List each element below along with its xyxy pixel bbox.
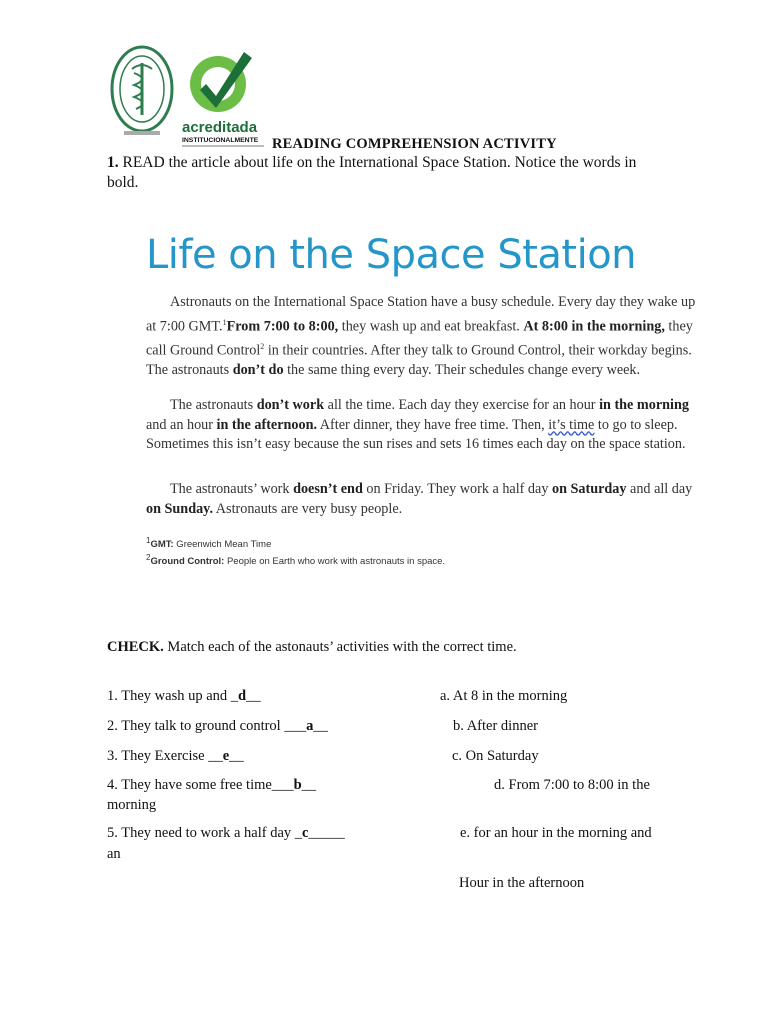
footnote-1: $^1$GMT: Greenwich Mean Time <box>146 536 272 551</box>
answer-c: c. On Saturday <box>452 748 539 764</box>
question-5: 5. They need to work a half day _c_____ <box>107 825 345 841</box>
acreditada-logo <box>182 44 266 150</box>
article-paragraph-3: The astronauts’ work doesn’t end on Friday. They work a half day on Saturday and all day on Sunday. Astronauts are very busy people. <box>146 481 693 517</box>
question-4-continued: morning <box>107 797 157 813</box>
acred-word: acreditada <box>182 119 258 136</box>
acred-sub: INSTITUCIONALMENTE <box>182 137 259 144</box>
question-1: 1. They wash up and _d__ <box>107 688 261 704</box>
answer-b: b. After dinner <box>453 718 538 734</box>
article-paragraph-1: Astronauts on the International Space Station have a busy schedule. Every day they wake up at 7:00 GMT.$^1$From 7:00 to 8:00, they wash up and eat breakfast. At 8:00 in the morning, they call Ground Control$^2$ in their countries. After they talk to Ground Control, their workday begins. The astronauts don’t do the same thing every day. Their schedules change every week. <box>146 294 696 378</box>
instruction <box>107 153 667 193</box>
page-heading: READING COMPREHENSION ACTIVITY <box>272 136 557 152</box>
university-seal-logo <box>110 45 174 137</box>
answer-e: e. for an hour in the morning and <box>460 825 652 841</box>
answer-d: d. From 7:00 to 8:00 in the <box>494 777 650 793</box>
article-title: Life on the Space Station <box>146 232 637 278</box>
answer-a: a. At 8 in the morning <box>440 688 568 704</box>
question-5-continued: an <box>107 846 121 862</box>
article-paragraph-2: The astronauts don’t work all the time. Each day they exercise for an hour in the morning and an hour in the afternoon. After dinner, they have free time. Then, it’s time to go to sleep. Sometimes this isn’t easy because the sun rises and sets 16 times each day on the space station. <box>146 397 689 452</box>
instruction-text: READ the article about life on the International Space Station. Notice the words in bold. <box>107 154 637 191</box>
question-3: 3. They Exercise __e__ <box>107 748 244 764</box>
question-2: 2. They talk to ground control ___a__ <box>107 718 328 734</box>
instruction-number: 1. <box>107 154 119 171</box>
question-4: 4. They have some free time___b__ <box>107 777 317 793</box>
footnote-2: $^2$Ground Control: People on Earth who work with astronauts in space. <box>146 553 446 568</box>
answer-e-continued: Hour in the afternoon <box>459 875 585 891</box>
check-instruction: CHECK. Match each of the astonauts’ activities with the correct time. <box>107 639 517 655</box>
